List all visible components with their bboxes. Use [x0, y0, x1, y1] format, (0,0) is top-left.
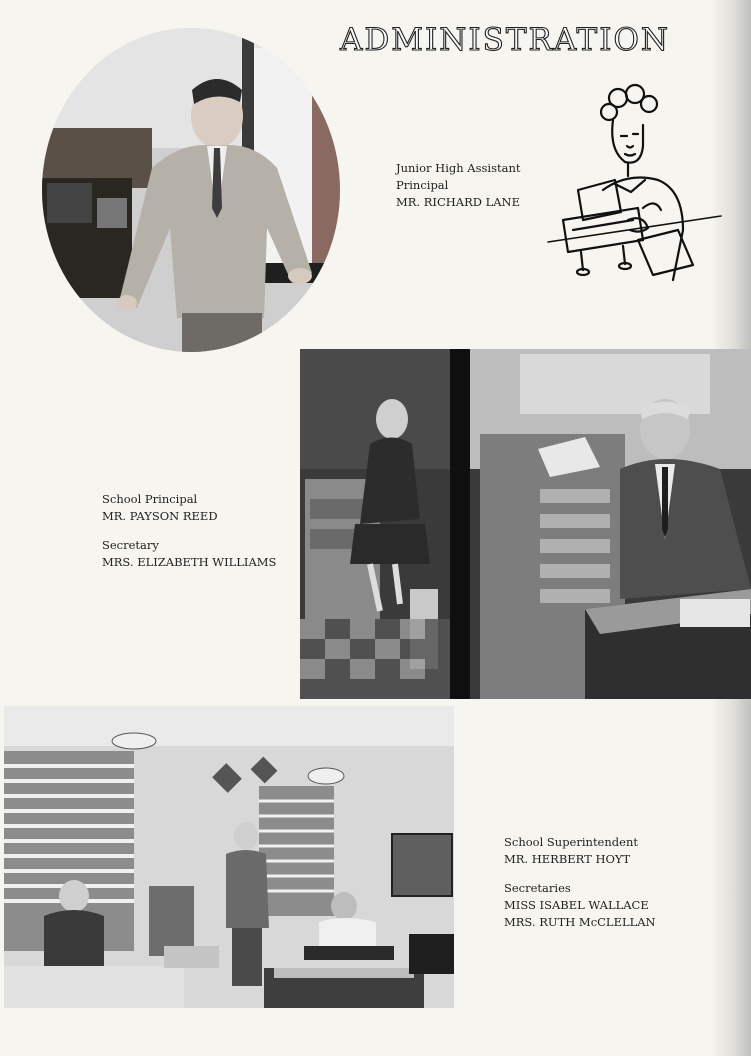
page-title: ADMINISTRATION	[340, 22, 671, 58]
photo-superintendent-office	[4, 706, 454, 1008]
caption-role: Secretary	[102, 538, 159, 552]
caption-role: School Principal	[102, 492, 198, 506]
caption-name: MR. RICHARD LANE	[396, 195, 521, 209]
caption-name: MR. HERBERT HOYT	[504, 852, 631, 866]
caption-name: MISS ISABEL WALLACE	[504, 898, 649, 912]
caption-name: MRS. ELIZABETH WILLIAMS	[102, 555, 277, 569]
secretary-typewriter-cartoon	[543, 80, 723, 290]
caption-role: School Superintendent	[504, 835, 638, 849]
photo-principal-office	[300, 349, 751, 699]
caption-name: MR. PAYSON REED	[102, 509, 218, 523]
caption-role: Junior High Assistant	[396, 161, 521, 175]
caption-assistant-principal	[396, 160, 521, 211]
caption-role: Principal	[396, 178, 449, 192]
caption-role: Secretaries	[504, 881, 571, 895]
caption-principal	[102, 491, 276, 571]
caption-superintendent	[504, 834, 656, 931]
photo-assistant-principal	[42, 28, 340, 352]
caption-name: MRS. RUTH McCLELLAN	[504, 915, 656, 929]
